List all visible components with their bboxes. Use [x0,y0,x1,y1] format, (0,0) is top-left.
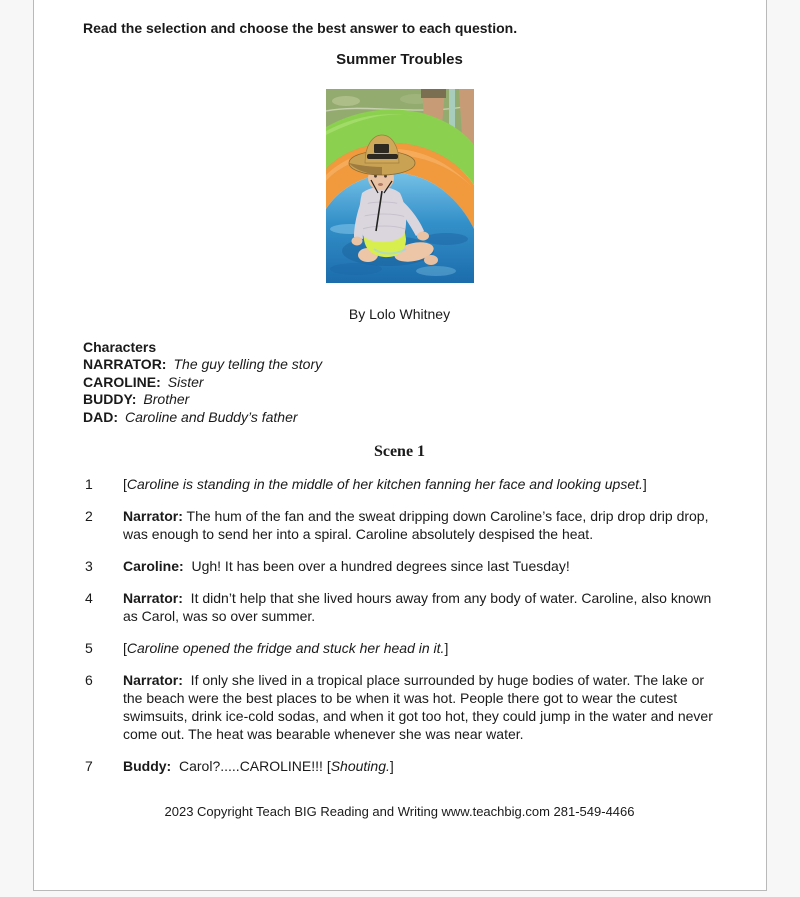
character-description: Sister [167,373,204,390]
selection-title: Summer Troubles [336,51,463,68]
paragraph-number: 2 [85,508,93,525]
hat-label [374,144,389,153]
document-page [33,0,767,891]
paragraph-text: [Caroline is standing in the middle of her kitchen fanning her face and looking upset.] [123,476,647,493]
baby-hand-right [417,232,429,241]
speaker-name: Narrator: [123,508,183,525]
character-name: BUDDY: [83,391,137,408]
paragraph-number: 5 [85,640,93,657]
instruction-text: Read the selection and choose the best answer to each question. [83,20,518,36]
character-entry [83,391,716,408]
characters-section [83,339,716,426]
speaker-name: Buddy: [123,758,172,775]
paragraph-text: [Caroline opened the fridge and stuck her head in it.] [123,640,449,657]
character-entry [83,409,716,426]
character-entry [83,374,716,391]
scene-heading: Scene 1 [373,443,426,461]
copyright-footer: 2023 Copyright Teach BIG Reading and Writing www.teachbig.com 281-549-4466 [164,804,635,820]
paragraph-text: Narrator: The hum of the fan and the sweat dripping down Caroline’s face, drip drop drip drop, was enough to send her into a spiral. Caroline absolutely despised the heat. [123,508,713,543]
character-description: Caroline and Buddy’s father [125,408,298,425]
character-description: The guy telling the story [173,356,323,373]
paragraph-text: Buddy: Carol?.....CAROLINE!!! [Shouting.] [123,758,394,775]
rash-guard-shirt [359,187,406,242]
baby-hand-left [351,237,362,246]
paragraph-text: Narrator: If only she lived in a tropical place surrounded by huge bodies of water. The lake or the beach were the best places to be when it was hot. People there got to wear the cutest swimsuits, drink ice-cold sodas, and when it got too hot, they could jump in the water and never come out. The heat was bearable whenever she was near water. [123,672,717,743]
script-paragraph-2 [83,507,716,543]
kiddie-pool-photo [326,89,474,283]
speaker-name: Caroline: [123,558,184,575]
photo-container [83,89,716,283]
page-content [34,0,766,820]
speaker-name: Narrator: [123,590,183,607]
baby-foot [424,255,438,265]
script-paragraph-6 [83,671,716,743]
characters-heading: Characters [83,339,157,355]
paragraph-text: Caroline: Ugh! It has been over a hundred degrees since last Tuesday! [123,558,570,575]
script-list [83,475,716,775]
character-name: CAROLINE: [83,373,161,390]
paragraph-number: 1 [85,476,93,493]
character-description: Brother [143,391,190,408]
script-paragraph-1 [83,475,716,493]
character-entry [83,356,716,373]
boot [421,89,446,98]
paragraph-number: 6 [85,672,93,689]
paragraph-number: 4 [85,590,93,607]
characters-list [83,356,716,426]
hat-band [367,154,398,159]
paragraph-number: 7 [85,758,93,775]
speaker-name: Narrator: [123,672,183,689]
script-paragraph-7 [83,757,716,775]
paragraph-number: 3 [85,558,93,575]
character-name: NARRATOR: [83,356,167,373]
byline: By Lolo Whitney [348,306,451,322]
script-paragraph-4 [83,589,716,625]
character-name: DAD: [83,408,118,425]
script-paragraph-3 [83,557,716,575]
paragraph-text: Narrator: It didn’t help that she lived hours away from any body of water. Caroline, also known as Carol, was so over summer. [123,590,716,625]
script-paragraph-5 [83,639,716,657]
